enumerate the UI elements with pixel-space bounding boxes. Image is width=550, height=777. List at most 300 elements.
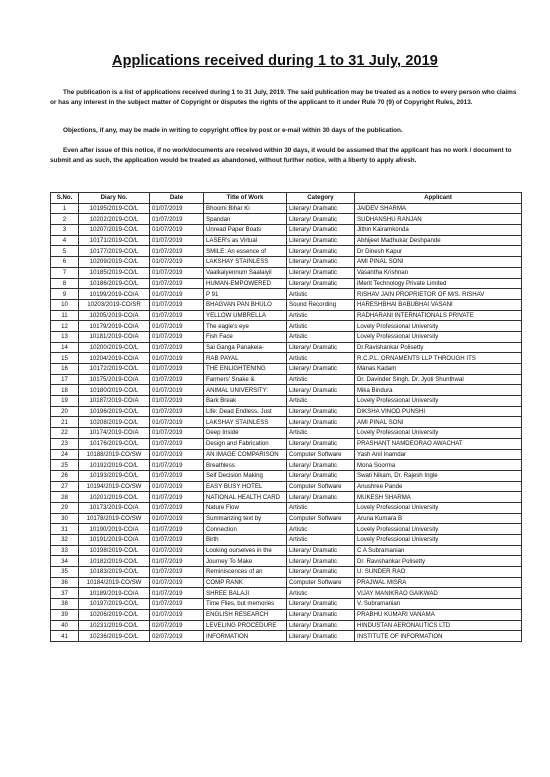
- cell-sno: 36: [51, 577, 79, 588]
- cell-date: 01/07/2019: [150, 353, 204, 364]
- cell-diary-no: 10176/2019-CO/L: [79, 438, 150, 449]
- cell-applicant: RISHAV JAIN PROPRIETOR OF M/S. RISHAV: [355, 289, 522, 300]
- cell-date: 01/07/2019: [150, 364, 204, 375]
- cell-diary-no: 10187/2019-CO/A: [79, 396, 150, 407]
- cell-diary-no: 10236/2019-CO/L: [79, 631, 150, 642]
- column-header-applicant: Applicant: [355, 193, 522, 204]
- cell-title-of-work: Bhoomi Bihar Ki: [204, 203, 287, 214]
- cell-applicant: Mona Soorma: [355, 460, 522, 471]
- cell-title-of-work: YELLOW UMBRELLA: [204, 310, 287, 321]
- cell-category: Artistic: [287, 524, 355, 535]
- cell-category: Artistic: [287, 374, 355, 385]
- cell-diary-no: 10186/2019-CO/L: [79, 278, 150, 289]
- cell-title-of-work: Self Decision Making: [204, 470, 287, 481]
- cell-category: Literary/ Dramatic: [287, 235, 355, 246]
- cell-category: Literary/ Dramatic: [287, 609, 355, 620]
- cell-diary-no: 10180/2019-CO/L: [79, 385, 150, 396]
- cell-sno: 32: [51, 535, 79, 546]
- cell-applicant: V. Subramanian: [355, 599, 522, 610]
- cell-applicant: Lovely Professional University: [355, 535, 522, 546]
- cell-category: Literary/ Dramatic: [287, 620, 355, 631]
- applications-table: [50, 192, 522, 642]
- cell-sno: 17: [51, 374, 79, 385]
- table-body: [51, 203, 522, 641]
- column-header-diary-no: Diary No.: [79, 193, 150, 204]
- cell-title-of-work: Journey To Make: [204, 556, 287, 567]
- cell-diary-no: 10231/2019-CO/L: [79, 620, 150, 631]
- cell-applicant: SUDHANSHU RANJAN: [355, 214, 522, 225]
- cell-title-of-work: Farmers' Snake &: [204, 374, 287, 385]
- cell-date: 01/07/2019: [150, 502, 204, 513]
- table-row: [51, 203, 522, 214]
- cell-applicant: Manas Kadam: [355, 364, 522, 375]
- cell-applicant: PRABHU KUMARI VANAMA: [355, 609, 522, 620]
- cell-title-of-work: Reminiscences of an: [204, 567, 287, 578]
- cell-category: Artistic: [287, 310, 355, 321]
- cell-diary-no: 10193/2019-CO/L: [79, 470, 150, 481]
- cell-date: 01/07/2019: [150, 267, 204, 278]
- cell-title-of-work: THE ENLIGHTENING: [204, 364, 287, 375]
- cell-applicant: Dr.Ravishankar Polisetty: [355, 342, 522, 353]
- cell-date: 01/07/2019: [150, 225, 204, 236]
- cell-sno: 12: [51, 321, 79, 332]
- cell-title-of-work: ANIMAL UNIVERSITY:: [204, 385, 287, 396]
- cell-category: Literary/ Dramatic: [287, 278, 355, 289]
- cell-diary-no: 10172/2019-CO/L: [79, 364, 150, 375]
- cell-title-of-work: Design and Fabrication: [204, 438, 287, 449]
- cell-applicant: Mika Bindura: [355, 385, 522, 396]
- cell-diary-no: 10171/2019-CO/L: [79, 235, 150, 246]
- table-row: [51, 620, 522, 631]
- cell-sno: 29: [51, 502, 79, 513]
- cell-diary-no: 10183/2019-CO/L: [79, 567, 150, 578]
- cell-sno: 37: [51, 588, 79, 599]
- cell-sno: 24: [51, 449, 79, 460]
- cell-applicant: RADHARANI INTERNATIONALS PRIVATE: [355, 310, 522, 321]
- cell-date: 01/07/2019: [150, 374, 204, 385]
- cell-title-of-work: Life: Dead Endless, Just: [204, 406, 287, 417]
- cell-date: 01/07/2019: [150, 278, 204, 289]
- cell-title-of-work: LAKSHAY STAINLESS: [204, 257, 287, 268]
- cell-applicant: Lovely Professional University: [355, 502, 522, 513]
- table-row: [51, 257, 522, 268]
- table-row: [51, 470, 522, 481]
- cell-title-of-work: Sai Ganga Panakeia-: [204, 342, 287, 353]
- table-row: [51, 524, 522, 535]
- cell-title-of-work: Connection: [204, 524, 287, 535]
- cell-category: Literary/ Dramatic: [287, 214, 355, 225]
- cell-category: Artistic: [287, 331, 355, 342]
- cell-sno: 1: [51, 203, 79, 214]
- cell-title-of-work: Breathless: [204, 460, 287, 471]
- table-row: [51, 385, 522, 396]
- cell-diary-no: 10178/2019-CO/SW: [79, 513, 150, 524]
- cell-sno: 26: [51, 470, 79, 481]
- cell-category: Artistic: [287, 502, 355, 513]
- cell-applicant: HARESHBHAI BABUBHAI VASANI: [355, 299, 522, 310]
- cell-sno: 8: [51, 278, 79, 289]
- cell-applicant: DIKSHA VINOD PUNSHI: [355, 406, 522, 417]
- cell-sno: 23: [51, 438, 79, 449]
- table-row: [51, 545, 522, 556]
- cell-applicant: Dr Dinesh Kapur: [355, 246, 522, 257]
- table-row: [51, 609, 522, 620]
- cell-date: 02/07/2019: [150, 620, 204, 631]
- cell-applicant: Abhijeet Madhukar Deshpande: [355, 235, 522, 246]
- cell-diary-no: 10199/2019-CO/A: [79, 289, 150, 300]
- cell-sno: 40: [51, 620, 79, 631]
- cell-sno: 35: [51, 567, 79, 578]
- cell-diary-no: 10188/2019-CO/SW: [79, 449, 150, 460]
- column-header-category: Category: [287, 193, 355, 204]
- cell-date: 01/07/2019: [150, 545, 204, 556]
- cell-sno: 22: [51, 428, 79, 439]
- cell-date: 01/07/2019: [150, 257, 204, 268]
- cell-date: 01/07/2019: [150, 609, 204, 620]
- cell-diary-no: 10194/2019-CO/SW: [79, 481, 150, 492]
- cell-category: Literary/ Dramatic: [287, 492, 355, 503]
- table-row: [51, 278, 522, 289]
- cell-date: 01/07/2019: [150, 460, 204, 471]
- cell-category: Artistic: [287, 321, 355, 332]
- cell-sno: 18: [51, 385, 79, 396]
- cell-title-of-work: ENGLISH RESEARCH: [204, 609, 287, 620]
- cell-category: Literary/ Dramatic: [287, 267, 355, 278]
- cell-diary-no: 10202/2019-CO/L: [79, 214, 150, 225]
- cell-date: 01/07/2019: [150, 577, 204, 588]
- table-row: [51, 289, 522, 300]
- cell-category: Computer Software: [287, 481, 355, 492]
- cell-title-of-work: Vaalkaiyennum Saalaiyil: [204, 267, 287, 278]
- cell-date: 01/07/2019: [150, 321, 204, 332]
- cell-date: 01/07/2019: [150, 470, 204, 481]
- cell-diary-no: 10173/2019-CO/A: [79, 502, 150, 513]
- table-row: [51, 417, 522, 428]
- cell-applicant: Vasantha Krishnan: [355, 267, 522, 278]
- cell-diary-no: 10181/2019-CO/A: [79, 331, 150, 342]
- cell-applicant: Lovely Professional University: [355, 524, 522, 535]
- column-header-title-of-work: Title of Work: [204, 193, 287, 204]
- table-row: [51, 299, 522, 310]
- table-row: [51, 631, 522, 642]
- cell-category: Computer Software: [287, 577, 355, 588]
- cell-category: Literary/ Dramatic: [287, 385, 355, 396]
- table-row: [51, 214, 522, 225]
- cell-sno: 2: [51, 214, 79, 225]
- cell-title-of-work: NATIONAL HEALTH CARD: [204, 492, 287, 503]
- cell-applicant: Swati Nikam, Dr. Rajesh Ingle: [355, 470, 522, 481]
- table-row: [51, 492, 522, 503]
- cell-applicant: INSTITUTE OF INFORMATION: [355, 631, 522, 642]
- cell-category: Computer Software: [287, 449, 355, 460]
- cell-diary-no: 10204/2019-CO/A: [79, 353, 150, 364]
- cell-diary-no: 10209/2019-CO/L: [79, 257, 150, 268]
- cell-sno: 5: [51, 246, 79, 257]
- cell-applicant: PRAJWAL MISRA: [355, 577, 522, 588]
- table-row: [51, 599, 522, 610]
- cell-applicant: C A Subramanian: [355, 545, 522, 556]
- table-row: [51, 246, 522, 257]
- cell-applicant: R.C.P.L. ORNAMENTS LLP THROUGH ITS: [355, 353, 522, 364]
- cell-category: Literary/ Dramatic: [287, 631, 355, 642]
- cell-applicant: Dr. Davinder Singh, Dr. Jyoti Shunthwal: [355, 374, 522, 385]
- table-row: [51, 331, 522, 342]
- cell-date: 01/07/2019: [150, 396, 204, 407]
- cell-sno: 33: [51, 545, 79, 556]
- cell-sno: 38: [51, 599, 79, 610]
- cell-applicant: Lovely Professional University: [355, 321, 522, 332]
- cell-title-of-work: Looking ourselves in the: [204, 545, 287, 556]
- cell-title-of-work: Summarizing text by: [204, 513, 287, 524]
- cell-title-of-work: Birth: [204, 535, 287, 546]
- cell-title-of-work: The eagle's eye: [204, 321, 287, 332]
- column-header-date: Date: [150, 193, 204, 204]
- table-row: [51, 577, 522, 588]
- table-row: [51, 428, 522, 439]
- cell-applicant: MUKESH SHARMA: [355, 492, 522, 503]
- cell-category: Computer Software: [287, 513, 355, 524]
- cell-category: Artistic: [287, 353, 355, 364]
- cell-diary-no: 10200/2019-CO/L: [79, 342, 150, 353]
- cell-category: Literary/ Dramatic: [287, 470, 355, 481]
- table-row: [51, 342, 522, 353]
- cell-diary-no: 10192/2019-CO/L: [79, 460, 150, 471]
- cell-sno: 10: [51, 299, 79, 310]
- cell-applicant: AMI PINAL SONI: [355, 257, 522, 268]
- cell-category: Literary/ Dramatic: [287, 438, 355, 449]
- cell-applicant: Anushree Pande: [355, 481, 522, 492]
- cell-sno: 31: [51, 524, 79, 535]
- notice-paragraph: The publication is a list of applications received during 1 to 31 July, 2019. The said publication may be treated as a notice to every person who claims or has any interest in the subject matter of Copyright or disputes the rights of the applicant to it under Rule 70 (9) of Copyright Rules, 2013.: [50, 89, 517, 106]
- cell-category: Sound Recording: [287, 299, 355, 310]
- table-row: [51, 267, 522, 278]
- cell-title-of-work: INFORMATION: [204, 631, 287, 642]
- cell-category: Literary/ Dramatic: [287, 203, 355, 214]
- cell-sno: 13: [51, 331, 79, 342]
- table-header-row: [51, 193, 522, 204]
- cell-category: Literary/ Dramatic: [287, 364, 355, 375]
- table-row: [51, 513, 522, 524]
- cell-sno: 9: [51, 289, 79, 300]
- cell-title-of-work: EASY BUSY HOTEL: [204, 481, 287, 492]
- cell-category: Artistic: [287, 289, 355, 300]
- cell-sno: 4: [51, 235, 79, 246]
- cell-sno: 16: [51, 364, 79, 375]
- cell-diary-no: 10175/2019-CO/A: [79, 374, 150, 385]
- cell-title-of-work: COMP RANK: [204, 577, 287, 588]
- cell-diary-no: 10189/2019-CO/A: [79, 588, 150, 599]
- table-row: [51, 235, 522, 246]
- cell-diary-no: 10197/2019-CO/L: [79, 599, 150, 610]
- cell-applicant: JAIDEV SHARMA: [355, 203, 522, 214]
- cell-sno: 6: [51, 257, 79, 268]
- cell-title-of-work: Bark Break: [204, 396, 287, 407]
- cell-title-of-work: SMILE: An essence of: [204, 246, 287, 257]
- cell-sno: 19: [51, 396, 79, 407]
- cell-date: 01/07/2019: [150, 428, 204, 439]
- cell-date: 01/07/2019: [150, 492, 204, 503]
- table-row: [51, 310, 522, 321]
- cell-applicant: iMerit Technology Private Limited: [355, 278, 522, 289]
- cell-date: 01/07/2019: [150, 331, 204, 342]
- cell-date: 02/07/2019: [150, 631, 204, 642]
- cell-date: 01/07/2019: [150, 214, 204, 225]
- cell-category: Artistic: [287, 588, 355, 599]
- cell-diary-no: 10205/2019-CO/A: [79, 310, 150, 321]
- cell-title-of-work: Spandan: [204, 214, 287, 225]
- cell-category: Literary/ Dramatic: [287, 567, 355, 578]
- cell-date: 01/07/2019: [150, 599, 204, 610]
- cell-applicant: Dr. Ravishankar Polisetty: [355, 556, 522, 567]
- cell-sno: 21: [51, 417, 79, 428]
- table-row: [51, 502, 522, 513]
- table-row: [51, 460, 522, 471]
- cell-title-of-work: Time Flies, but memories: [204, 599, 287, 610]
- cell-category: Literary/ Dramatic: [287, 257, 355, 268]
- cell-sno: 34: [51, 556, 79, 567]
- cell-title-of-work: AN IMAGE COMPARISON: [204, 449, 287, 460]
- cell-diary-no: 10195/2019-CO/L: [79, 203, 150, 214]
- cell-category: Literary/ Dramatic: [287, 225, 355, 236]
- table-row: [51, 364, 522, 375]
- cell-diary-no: 10190/2019-CO/A: [79, 524, 150, 535]
- cell-category: Literary/ Dramatic: [287, 545, 355, 556]
- table-row: [51, 438, 522, 449]
- cell-title-of-work: BHAGVAN PAN BHULO: [204, 299, 287, 310]
- table-row: [51, 481, 522, 492]
- objections-paragraph: Objections, if any, may be made in writing to copyright office by post or e-mail within 30 days of the publication.: [63, 127, 403, 134]
- cell-sno: 28: [51, 492, 79, 503]
- cell-title-of-work: LASER's as Virtual: [204, 235, 287, 246]
- cell-diary-no: 10198/2019-CO/L: [79, 545, 150, 556]
- cell-category: Artistic: [287, 428, 355, 439]
- cell-date: 01/07/2019: [150, 203, 204, 214]
- cell-title-of-work: LAKSHAY STAINLESS: [204, 417, 287, 428]
- cell-sno: 25: [51, 460, 79, 471]
- cell-sno: 15: [51, 353, 79, 364]
- cell-title-of-work: HUMAN-EMPOWERED: [204, 278, 287, 289]
- cell-category: Literary/ Dramatic: [287, 417, 355, 428]
- cell-diary-no: 10201/2019-CO/L: [79, 492, 150, 503]
- cell-sno: 7: [51, 267, 79, 278]
- cell-date: 01/07/2019: [150, 513, 204, 524]
- cell-diary-no: 10208/2019-CO/L: [79, 417, 150, 428]
- cell-sno: 39: [51, 609, 79, 620]
- cell-diary-no: 10184/2019-CO/SW: [79, 577, 150, 588]
- table-row: [51, 535, 522, 546]
- cell-title-of-work: RAB PAYAL: [204, 353, 287, 364]
- table-row: [51, 556, 522, 567]
- cell-diary-no: 10185/2019-CO/L: [79, 267, 150, 278]
- cell-date: 01/07/2019: [150, 235, 204, 246]
- cell-title-of-work: Unread Paper Boats: [204, 225, 287, 236]
- table-row: [51, 374, 522, 385]
- cell-diary-no: 10207/2019-CO/L: [79, 225, 150, 236]
- cell-diary-no: 10191/2019-CO/A: [79, 535, 150, 546]
- cell-category: Literary/ Dramatic: [287, 342, 355, 353]
- cell-date: 01/07/2019: [150, 556, 204, 567]
- cell-date: 01/07/2019: [150, 535, 204, 546]
- cell-date: 01/07/2019: [150, 385, 204, 396]
- cell-date: 01/07/2019: [150, 406, 204, 417]
- cell-date: 01/07/2019: [150, 438, 204, 449]
- cell-category: Literary/ Dramatic: [287, 599, 355, 610]
- table-row: [51, 321, 522, 332]
- cell-applicant: Yash Anil Inamdar: [355, 449, 522, 460]
- table-row: [51, 353, 522, 364]
- cell-category: Literary/ Dramatic: [287, 406, 355, 417]
- cell-date: 01/07/2019: [150, 449, 204, 460]
- cell-sno: 27: [51, 481, 79, 492]
- cell-applicant: Lovely Professional University: [355, 428, 522, 439]
- cell-date: 01/07/2019: [150, 299, 204, 310]
- cell-sno: 11: [51, 310, 79, 321]
- cell-diary-no: 10177/2019-CO/L: [79, 246, 150, 257]
- cell-sno: 20: [51, 406, 79, 417]
- cell-date: 01/07/2019: [150, 588, 204, 599]
- cell-diary-no: 10206/2019-CO/L: [79, 609, 150, 620]
- table-row: [51, 396, 522, 407]
- cell-applicant: U. SUNDER RAO: [355, 567, 522, 578]
- cell-title-of-work: P 91: [204, 289, 287, 300]
- cell-category: Literary/ Dramatic: [287, 556, 355, 567]
- cell-date: 01/07/2019: [150, 567, 204, 578]
- cell-diary-no: 10179/2019-CO/A: [79, 321, 150, 332]
- cell-category: Literary/ Dramatic: [287, 460, 355, 471]
- cell-sno: 14: [51, 342, 79, 353]
- cell-category: Literary/ Dramatic: [287, 246, 355, 257]
- cell-applicant: AMI PINAL SONI: [355, 417, 522, 428]
- cell-sno: 41: [51, 631, 79, 642]
- cell-applicant: Lovely Professional University: [355, 396, 522, 407]
- cell-applicant: Jithin Kairamkonda: [355, 225, 522, 236]
- cell-diary-no: 10182/2019-CO/L: [79, 556, 150, 567]
- cell-title-of-work: LEVELING PROCEDURE: [204, 620, 287, 631]
- cell-applicant: Aruna Kumara B: [355, 513, 522, 524]
- abandonment-paragraph: Even after issue of this notice, if no work/documents are received within 30 days, it would be assumed that the applicant has no work / document to submit and as such, the application would be treated as abandoned, without further notice, with a liberty to apply afresh.: [50, 147, 512, 164]
- cell-date: 01/07/2019: [150, 289, 204, 300]
- table-row: [51, 406, 522, 417]
- cell-date: 01/07/2019: [150, 246, 204, 257]
- cell-diary-no: 10174/2019-CO/A: [79, 428, 150, 439]
- cell-date: 01/07/2019: [150, 481, 204, 492]
- cell-title-of-work: Deep Inside: [204, 428, 287, 439]
- cell-category: Artistic: [287, 396, 355, 407]
- cell-applicant: PRASHANT NAMDEORAO AWACHAT: [355, 438, 522, 449]
- cell-sno: 3: [51, 225, 79, 236]
- cell-date: 01/07/2019: [150, 342, 204, 353]
- table-row: [51, 449, 522, 460]
- table-row: [51, 225, 522, 236]
- cell-date: 01/07/2019: [150, 310, 204, 321]
- cell-applicant: HINDUSTAN AERONAUTICS LTD: [355, 620, 522, 631]
- cell-applicant: VIJAY MANIKRAO GAIKWAD: [355, 588, 522, 599]
- cell-diary-no: 10203/2019-CO/SR: [79, 299, 150, 310]
- cell-diary-no: 10196/2019-CO/L: [79, 406, 150, 417]
- page-title: Applications received during 1 to 31 July, 2019: [112, 53, 438, 69]
- cell-applicant: Lovely Professional University: [355, 331, 522, 342]
- cell-date: 01/07/2019: [150, 417, 204, 428]
- table-row: [51, 588, 522, 599]
- cell-sno: 30: [51, 513, 79, 524]
- cell-title-of-work: Nature Flow: [204, 502, 287, 513]
- cell-category: Artistic: [287, 535, 355, 546]
- column-header-sno: S.No.: [51, 193, 79, 204]
- cell-date: 01/07/2019: [150, 524, 204, 535]
- table-row: [51, 567, 522, 578]
- cell-title-of-work: Fish Face: [204, 331, 287, 342]
- cell-title-of-work: SHREE BALAJI: [204, 588, 287, 599]
